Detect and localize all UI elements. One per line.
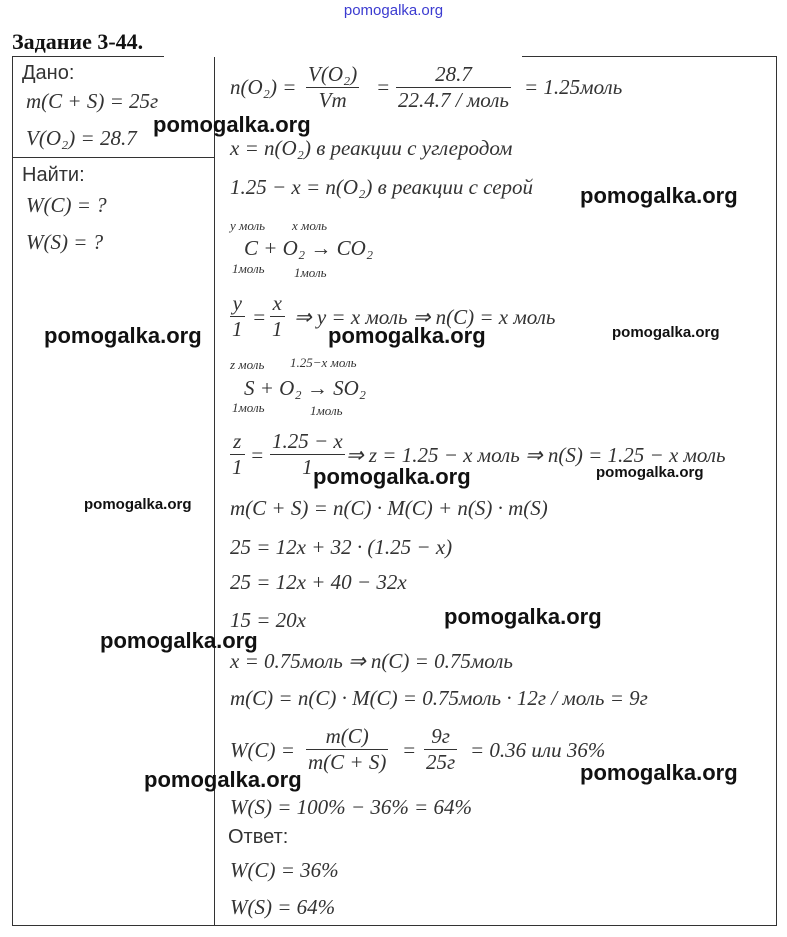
r1-bot-2: 1моль bbox=[294, 265, 327, 280]
eq6: m(C + S) = n(C) · M(C) + n(S) · m(S) bbox=[230, 496, 548, 520]
watermark: pomogalka.org bbox=[596, 464, 704, 481]
eq12-rhs: = 0.36 или 36% bbox=[470, 738, 606, 762]
watermark: pomogalka.org bbox=[84, 496, 192, 513]
eq1-lhs: n(O₂) = bbox=[230, 75, 297, 99]
find-label: Найти: bbox=[22, 164, 85, 186]
eq1-frac1-num: V(O₂) bbox=[308, 62, 358, 86]
eq5-frac1 bbox=[230, 429, 245, 480]
watermark: pomogalka.org bbox=[144, 767, 302, 792]
r2-top-z: z моль bbox=[230, 357, 265, 372]
answer-ws: W(S) = 64% bbox=[230, 895, 336, 919]
r2-top-x: 1.25−x моль bbox=[290, 355, 357, 370]
eq4-frac2-den: 1 bbox=[272, 317, 283, 341]
r2-bot-1: 1моль bbox=[232, 400, 265, 415]
eq2: x = n(O₂) в реакции с углеродом bbox=[230, 136, 513, 160]
eq12-frac2 bbox=[424, 724, 457, 775]
watermark: pomogalka.org bbox=[612, 324, 720, 341]
eq1-frac2-den: 22.4.7 / моль bbox=[398, 88, 509, 112]
eq4-equals: = bbox=[252, 305, 267, 329]
answer-label: Ответ: bbox=[228, 826, 289, 848]
watermark: pomogalka.org bbox=[328, 323, 486, 348]
eq5-rhs: ⇒ z = 1.25 − x моль ⇒ n(S) = 1.25 − x моль bbox=[346, 443, 726, 467]
r1-equation: C + O₂ → CO₂ bbox=[244, 236, 374, 260]
find-ws: W(S) = ? bbox=[26, 230, 104, 254]
r2-equation: S + O₂ → SO₂ bbox=[244, 376, 367, 400]
eq1-frac2 bbox=[396, 62, 511, 113]
watermark: pomogalka.org bbox=[580, 183, 738, 208]
eq4-frac1 bbox=[230, 291, 245, 342]
eq1-frac1 bbox=[306, 62, 359, 113]
given-mass: m(C + S) = 25г bbox=[26, 89, 159, 113]
eq4-frac2-num: x bbox=[272, 291, 282, 315]
r2-bot-2: 1моль bbox=[310, 403, 343, 418]
eq12-equals: = bbox=[402, 738, 417, 762]
eq12-frac1-den: m(C + S) bbox=[308, 750, 387, 774]
eq5-frac2-num: 1.25 − x bbox=[272, 429, 343, 453]
r1-bot-1: 1моль bbox=[232, 261, 265, 276]
eq9: 15 = 20x bbox=[230, 608, 306, 632]
eq5-frac2-den: 1 bbox=[302, 455, 313, 479]
given-label: Дано: bbox=[22, 62, 75, 84]
eq12-frac2-num: 9г bbox=[431, 724, 450, 748]
watermark: pomogalka.org bbox=[153, 112, 311, 137]
eq1-equals: = bbox=[376, 75, 391, 99]
eq1-frac1-den: Vm bbox=[318, 88, 347, 112]
eq4-rhs: ⇒ y = x моль ⇒ n(C) = x моль bbox=[294, 305, 556, 329]
eq8: 25 = 12x + 40 − 32x bbox=[230, 570, 407, 594]
eq13: W(S) = 100% − 36% = 64% bbox=[230, 795, 472, 819]
eq3: 1.25 − x = n(O₂) в реакции с серой bbox=[230, 175, 534, 199]
eq12-frac1-num: m(C) bbox=[325, 724, 369, 748]
eq12-frac1 bbox=[306, 724, 388, 775]
eq7: 25 = 12x + 32 · (1.25 − x) bbox=[230, 535, 453, 559]
watermark: pomogalka.org bbox=[444, 604, 602, 629]
eq5-frac1-den: 1 bbox=[232, 455, 243, 479]
eq11: m(C) = n(C) · M(C) = 0.75моль · 12г / моль = 9г bbox=[230, 686, 648, 710]
given-find-divider bbox=[12, 157, 215, 158]
eq12-lhs: W(C) = bbox=[230, 738, 295, 762]
eq5-equals: = bbox=[250, 443, 265, 467]
eq4-frac1-num: y bbox=[232, 291, 242, 315]
eq10: x = 0.75моль ⇒ n(C) = 0.75моль bbox=[230, 649, 513, 673]
eq5-frac1-num: z bbox=[233, 429, 242, 453]
watermark: pomogalka.org bbox=[313, 464, 471, 489]
watermark: pomogalka.org bbox=[44, 323, 202, 348]
r1-top-y: y моль bbox=[230, 218, 266, 233]
site-header: pomogalka.org bbox=[343, 2, 444, 19]
eq4-frac2 bbox=[270, 291, 285, 342]
watermark: pomogalka.org bbox=[100, 628, 258, 653]
eq12-frac2-den: 25г bbox=[426, 750, 456, 774]
task-title: Задание 3-44. bbox=[12, 29, 144, 54]
find-wc: W(C) = ? bbox=[26, 193, 107, 217]
eq4-frac1-den: 1 bbox=[232, 317, 243, 341]
eq1-rhs: = 1.25моль bbox=[524, 75, 623, 99]
r1-top-x: x моль bbox=[292, 218, 328, 233]
watermark: pomogalka.org bbox=[580, 760, 738, 785]
given-volume: V(O₂) = 28.7 bbox=[26, 126, 137, 150]
answer-wc: W(C) = 36% bbox=[230, 858, 339, 882]
column-divider bbox=[214, 57, 215, 925]
eq1-frac2-num: 28.7 bbox=[435, 62, 472, 86]
